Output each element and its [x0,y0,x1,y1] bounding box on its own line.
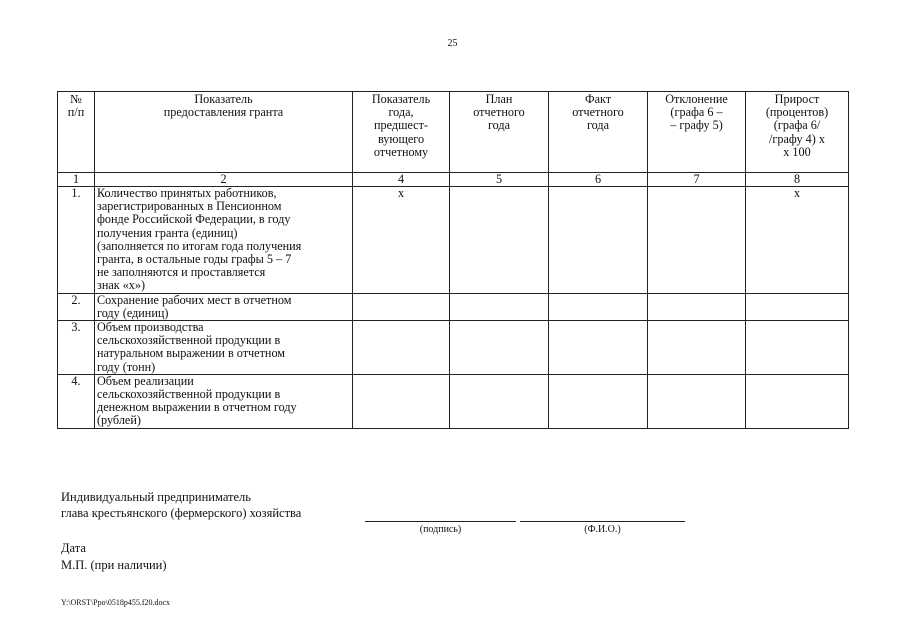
name-line [520,521,685,522]
row-value-fact [549,293,648,320]
column-number: 1 [58,173,95,187]
column-number: 8 [746,173,849,187]
header-growth [746,92,849,173]
row-number: 4. [58,374,95,428]
row-value-fact [549,321,648,375]
row-number: 1. [58,187,95,294]
row-number: 2. [58,293,95,320]
header-plan-text: План отчетного года [473,92,525,133]
row-value-growth [746,321,849,375]
row-number: 3. [58,321,95,375]
table-header-row [58,92,849,173]
row-indicator [95,321,353,375]
column-number: 2 [95,173,353,187]
row-value-fact [549,374,648,428]
row-value-growth: х [746,187,849,294]
row-value-previous-year: х [353,187,450,294]
signature-caption: (подпись) [419,524,462,535]
column-number: 5 [450,173,549,187]
grant-indicators-table [57,91,849,429]
header-number-text: № п/п [67,92,85,120]
row-value-growth [746,293,849,320]
column-number-row [58,173,849,187]
signatory-title-line1: Индивидуальный предприниматель [61,490,251,504]
row-value-deviation [648,374,746,428]
table-row [58,293,849,320]
row-value-plan [450,293,549,320]
row-value-fact [549,187,648,294]
row-indicator-text: Объем производства сельскохозяйственной продукции в натуральном выражении в отчетном году (тонн) [97,320,286,374]
table-row [58,374,849,428]
table-row [58,321,849,375]
row-indicator [95,187,353,294]
row-value-growth [746,374,849,428]
row-value-plan [450,187,549,294]
date-label: Дата [61,541,86,555]
signatory-block [61,489,301,521]
header-plan [450,92,549,173]
header-deviation-text: Отклонение (графа 6 – – графу 5) [665,92,728,133]
header-number [58,92,95,173]
row-indicator-text: Сохранение рабочих мест в отчетном году (единиц) [97,292,292,320]
header-deviation [648,92,746,173]
row-value-deviation [648,293,746,320]
row-value-previous-year [353,321,450,375]
column-number: 6 [549,173,648,187]
name-caption: (Ф.И.О.) [584,524,621,535]
column-number: 7 [648,173,746,187]
header-fact-text: Факт отчетного года [572,92,624,133]
stamp-label: М.П. (при наличии) [61,558,167,572]
row-value-plan [450,374,549,428]
column-number: 4 [353,173,450,187]
row-indicator-text: Объем реализации сельскохозяйственной продукции в денежном выражении в отчетном году (рублей) [97,373,297,428]
row-indicator-text: Количество принятых работников, зарегистрированных в Пенсионном фонде Российской Федерации, в году получения гранта (единиц) (заполняется по итогам года получения гранта, в остальные годы графы 5 – 7 не заполняются и проставляется знак «х») [97,186,302,293]
row-value-deviation [648,187,746,294]
row-value-plan [450,321,549,375]
header-indicator-text: Показатель предоставления гранта [163,92,284,120]
table-row [58,187,849,294]
row-value-previous-year [353,374,450,428]
row-indicator [95,374,353,428]
row-value-previous-year [353,293,450,320]
header-growth-text: Прирост (процентов) (графа 6/ /графу 4) х х 100 [765,92,829,159]
header-previous-year [353,92,450,173]
header-previous-year-text: Показатель года, предшест- вующего отчетному [371,92,431,159]
header-indicator [95,92,353,173]
header-fact [549,92,648,173]
row-indicator [95,293,353,320]
signatory-title-line2: глава крестьянского (фермерского) хозяйства [61,506,302,520]
row-value-deviation [648,321,746,375]
file-path-footer: Y:\ORST\Ppo\0518p455.f20.docx [61,598,171,607]
page-number: 25 [447,38,458,49]
date-stamp-block [61,540,167,574]
signature-line [365,521,516,522]
